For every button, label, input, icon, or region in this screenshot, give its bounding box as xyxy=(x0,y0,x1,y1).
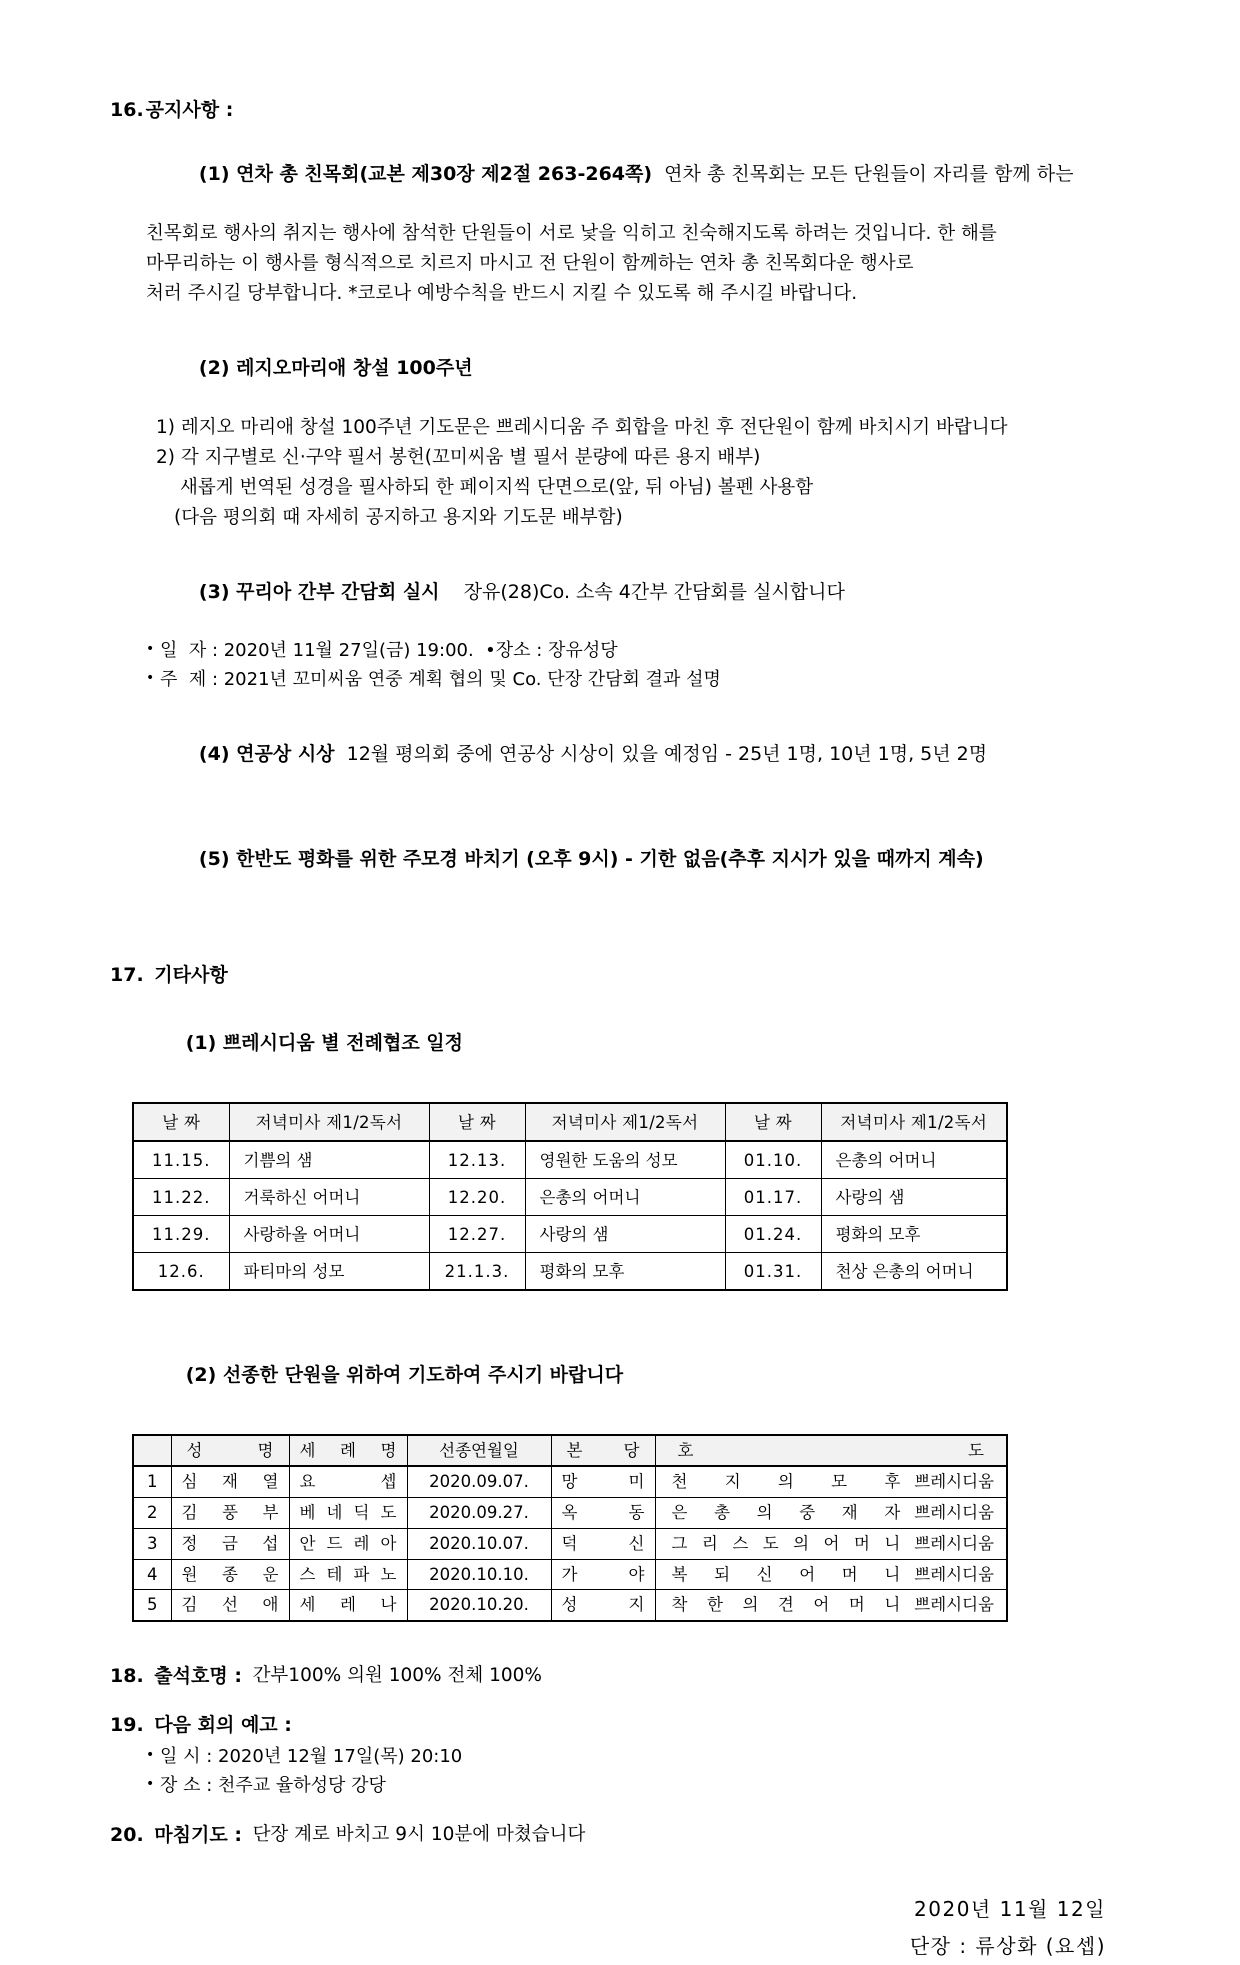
section-attendance-title: 출석호명 : xyxy=(154,1665,242,1688)
deceased-header-presidium xyxy=(655,1435,1007,1467)
notice-item-2-sub-3: 새롭게 번역된 성경을 필사하되 한 페이지씩 단면으로(앞, 뒤 아님) 볼펜 사용함 xyxy=(180,476,814,498)
next-meeting-bullet-2-text: 장 소 : 천주교 율하성당 강당 xyxy=(160,1774,386,1796)
deceased-cell-parish: 가 야 xyxy=(551,1559,655,1590)
notice-item-4 xyxy=(146,711,1120,799)
notice-item-2-heading xyxy=(146,325,1120,413)
footer-date: 2020년 11월 12일 xyxy=(914,1897,1106,1922)
notice-item-1-tail: 연차 총 친목회는 모든 단원들이 자리를 함께 하는 xyxy=(652,162,1074,185)
notice-item-5 xyxy=(146,815,1120,903)
schedule-header-date-1: 날 짜 xyxy=(133,1103,229,1141)
notice-item-5-title: 한반도 평화를 위한 주모경 바치기 (오후 9시) - 기한 없음(추후 지시가 있을 때까지 계속) xyxy=(236,847,984,870)
schedule-cell: 01.24. xyxy=(725,1216,821,1253)
deceased-header-parish-text: 본 당 xyxy=(566,1440,640,1460)
schedule-cell: 사랑의 샘 xyxy=(821,1179,1007,1216)
notice-item-3-bullet-2 xyxy=(146,666,1120,695)
notice-item-1-line-2: 마무리하는 이 행사를 형식적으로 치르지 마시고 전 단원이 함께하는 연차 총 친목회다운 행사로 xyxy=(146,252,914,274)
section-next-meeting xyxy=(110,1711,1120,1801)
deceased-cell-presidium-suffix: 쁘레시디움 xyxy=(914,1595,994,1615)
table-row xyxy=(133,1179,1007,1216)
deceased-cell-baptismal: 안 드 레 아 xyxy=(289,1528,407,1559)
notice-item-2-sub-1: 1) 레지오 마리애 창설 100주년 기도문은 쁘레시디움 주 회합을 마친 후 전단원이 함께 바치시기 바랍니다 xyxy=(156,417,1008,439)
schedule-header-read-2: 저녁미사 제1/2독서 xyxy=(525,1103,725,1141)
deceased-cell-presidium: 은 총 의 중 재 자 쁘레시디움 xyxy=(655,1498,1007,1529)
schedule-cell: 은총의 어머니 xyxy=(821,1141,1007,1179)
section-next-meeting-number: 19. xyxy=(110,1713,144,1736)
notice-item-4-label: (4) xyxy=(198,743,230,766)
deceased-cell-no: 3 xyxy=(133,1528,171,1559)
notice-item-2-sub-2: 2) 각 지구별로 신·구약 필서 봉헌(꼬미씨움 별 필서 분량에 따른 용지 배부) xyxy=(156,447,761,468)
deceased-cell-baptismal: 스 테 파 노 xyxy=(289,1559,407,1590)
deceased-cell-date: 2020.09.07. xyxy=(407,1466,551,1497)
deceased-header-no xyxy=(133,1435,171,1467)
section-notice-title: 공지사항 : xyxy=(145,99,234,121)
deceased-cell-date: 2020.10.20. xyxy=(407,1590,551,1621)
table-row xyxy=(133,1528,1007,1559)
deceased-cell-presidium: 그 리 스 도 의 어 머 니 쁘레시디움 xyxy=(655,1528,1007,1559)
deceased-header-date: 선종연월일 xyxy=(407,1435,551,1467)
bullet-icon xyxy=(146,1748,160,1762)
deceased-cell-presidium: 천 지 의 모 후 쁘레시디움 xyxy=(655,1466,1007,1497)
deceased-cell-presidium-suffix: 쁘레시디움 xyxy=(914,1472,994,1492)
deceased-cell-no: 5 xyxy=(133,1590,171,1621)
bullet-icon xyxy=(146,671,160,685)
schedule-header-date-3: 날 짜 xyxy=(725,1103,821,1141)
notice-item-1-title: 연차 총 친목회(교본 제30장 제2절 263-264쪽) xyxy=(236,162,653,185)
schedule-cell: 기쁨의 샘 xyxy=(229,1141,429,1179)
others-sub2-title: 선종한 단원을 위하여 기도하여 주시기 바랍니다 xyxy=(222,1363,624,1386)
section-others-number: 17. xyxy=(110,964,144,987)
section-closing-prayer-heading xyxy=(110,1821,1120,1850)
notice-item-3-bullet-1-text: 일 자 : 2020년 11월 27일(금) 19:00. •장소 : 장유성당 xyxy=(160,640,618,662)
section-closing-prayer-value: 단장 계로 바치고 9시 10분에 마쳤습니다 xyxy=(252,1823,586,1845)
deceased-header-baptismal xyxy=(289,1435,407,1467)
schedule-cell: 11.15. xyxy=(133,1141,229,1179)
section-others xyxy=(110,961,1120,1622)
section-notice xyxy=(110,96,1120,903)
schedule-cell: 영원한 도움의 성모 xyxy=(525,1141,725,1179)
deceased-header-name-text: 성 명 xyxy=(186,1440,274,1460)
schedule-cell: 11.22. xyxy=(133,1179,229,1216)
schedule-cell: 11.29. xyxy=(133,1216,229,1253)
schedule-cell: 평화의 모후 xyxy=(821,1216,1007,1253)
deceased-table-header-row xyxy=(133,1435,1007,1467)
deceased-header-baptismal-text: 세 례 명 xyxy=(299,1440,397,1460)
schedule-header-read-3: 저녁미사 제1/2독서 xyxy=(821,1103,1007,1141)
others-sub2-heading xyxy=(146,1331,1120,1419)
table-row xyxy=(133,1466,1007,1497)
notice-item-3-heading xyxy=(146,549,1120,637)
notice-item-2 xyxy=(146,325,1120,533)
notice-item-1-line-1: 친목회로 행사의 취지는 행사에 참석한 단원들이 서로 낯을 익히고 친숙해지도록 하려는 것입니다. 한 해를 xyxy=(146,222,997,244)
deceased-cell-name: 심 재 열 xyxy=(171,1466,289,1497)
deceased-cell-date: 2020.10.07. xyxy=(407,1528,551,1559)
notice-item-4-heading xyxy=(146,711,1120,799)
notice-item-3 xyxy=(146,549,1120,695)
deceased-cell-date: 2020.09.27. xyxy=(407,1498,551,1529)
table-row xyxy=(133,1141,1007,1179)
deceased-header-presidium-text: 호 도 xyxy=(677,1440,984,1460)
schedule-cell: 은총의 어머니 xyxy=(525,1179,725,1216)
table-row xyxy=(133,1253,1007,1291)
section-notice-number: 16. xyxy=(110,99,144,121)
schedule-cell: 12.20. xyxy=(429,1179,525,1216)
section-notice-heading xyxy=(110,96,1120,125)
next-meeting-bullet-1-text: 일 시 : 2020년 12월 17일(목) 20:10 xyxy=(160,1746,463,1768)
section-others-heading xyxy=(110,961,1120,990)
schedule-header-date-2: 날 짜 xyxy=(429,1103,525,1141)
deceased-cell-name: 김 선 애 xyxy=(171,1590,289,1621)
deceased-header-name xyxy=(171,1435,289,1467)
notice-item-2-label: (2) xyxy=(198,357,230,380)
others-sub2-label: (2) xyxy=(185,1363,217,1386)
deceased-cell-parish: 옥 동 xyxy=(551,1498,655,1529)
schedule-cell: 평화의 모후 xyxy=(525,1253,725,1291)
notice-item-3-bullet-1 xyxy=(146,637,1120,666)
section-attendance-value: 간부100% 의원 100% 전체 100% xyxy=(252,1665,542,1687)
schedule-cell: 천상 은총의 어머니 xyxy=(821,1253,1007,1291)
document-footer xyxy=(110,1891,1120,1965)
deceased-cell-parish: 망 미 xyxy=(551,1466,655,1497)
others-sub1-label: (1) xyxy=(185,1032,217,1055)
notice-item-5-label: (5) xyxy=(198,847,230,870)
notice-item-2-sub-4: (다음 평의회 때 자세히 공지하고 용지와 기도문 배부함) xyxy=(174,506,623,528)
notice-item-3-tail: 장유(28)Co. 소속 4간부 간담회를 실시합니다 xyxy=(439,581,845,604)
deceased-members-table xyxy=(132,1434,1008,1623)
notice-item-3-title: 꾸리아 간부 간담회 실시 xyxy=(236,581,440,604)
deceased-cell-presidium-suffix: 쁘레시디움 xyxy=(914,1503,994,1523)
schedule-table-header-row xyxy=(133,1103,1007,1141)
others-sub1-heading xyxy=(146,1000,1120,1088)
next-meeting-bullet-2 xyxy=(146,1772,1120,1801)
section-next-meeting-heading xyxy=(110,1711,1120,1740)
footer-signature: 단장 : 류상화 (요셉) xyxy=(909,1934,1106,1959)
schedule-cell: 12.27. xyxy=(429,1216,525,1253)
notice-item-5-heading xyxy=(146,815,1120,903)
deceased-cell-presidium: 복 되 신 어 머 니 쁘레시디움 xyxy=(655,1559,1007,1590)
deceased-cell-presidium: 착 한 의 견 어 머 니 쁘레시디움 xyxy=(655,1590,1007,1621)
next-meeting-bullet-1 xyxy=(146,1743,1120,1772)
deceased-cell-parish: 덕 신 xyxy=(551,1528,655,1559)
deceased-cell-baptismal: 요 셉 xyxy=(289,1466,407,1497)
deceased-cell-parish: 성 지 xyxy=(551,1590,655,1621)
notice-item-2-title: 레지오마리애 창설 100주년 xyxy=(236,357,473,380)
schedule-cell: 12.6. xyxy=(133,1253,229,1291)
deceased-cell-baptismal: 세 레 나 xyxy=(289,1590,407,1621)
notice-item-3-bullet-2-text: 주 제 : 2021년 꼬미씨움 연중 계획 협의 및 Co. 단장 간담회 결과 설명 xyxy=(160,669,721,691)
section-attendance-heading xyxy=(110,1662,1120,1691)
deceased-cell-name: 원 종 운 xyxy=(171,1559,289,1590)
deceased-cell-date: 2020.10.10. xyxy=(407,1559,551,1590)
schedule-cell: 파티마의 성모 xyxy=(229,1253,429,1291)
section-attendance-number: 18. xyxy=(110,1665,144,1688)
section-next-meeting-title: 다음 회의 예고 : xyxy=(154,1713,292,1736)
deceased-cell-no: 4 xyxy=(133,1559,171,1590)
schedule-cell: 사랑의 샘 xyxy=(525,1216,725,1253)
section-closing-prayer-number: 20. xyxy=(110,1823,144,1846)
notice-item-3-label: (3) xyxy=(198,581,230,604)
table-row xyxy=(133,1216,1007,1253)
deceased-cell-no: 2 xyxy=(133,1498,171,1529)
bullet-icon xyxy=(146,1777,160,1791)
section-others-title: 기타사항 xyxy=(154,964,228,987)
schedule-table xyxy=(132,1102,1008,1291)
section-attendance xyxy=(110,1662,1120,1691)
schedule-cell: 01.10. xyxy=(725,1141,821,1179)
section-closing-prayer-title: 마침기도 : xyxy=(154,1823,242,1846)
deceased-cell-baptismal: 베 네 딕 도 xyxy=(289,1498,407,1529)
schedule-cell: 거룩하신 어머니 xyxy=(229,1179,429,1216)
schedule-header-read-1: 저녁미사 제1/2독서 xyxy=(229,1103,429,1141)
notice-item-1 xyxy=(146,131,1120,309)
others-sub1-title: 쁘레시디움 별 전례협조 일정 xyxy=(222,1032,464,1055)
schedule-cell: 21.1.3. xyxy=(429,1253,525,1291)
table-row xyxy=(133,1498,1007,1529)
deceased-cell-name: 김 풍 부 xyxy=(171,1498,289,1529)
schedule-cell: 사랑하올 어머니 xyxy=(229,1216,429,1253)
schedule-cell: 12.13. xyxy=(429,1141,525,1179)
deceased-header-parish xyxy=(551,1435,655,1467)
deceased-cell-name: 정 금 섭 xyxy=(171,1528,289,1559)
schedule-cell: 01.31. xyxy=(725,1253,821,1291)
notice-item-4-title: 연공상 시상 xyxy=(236,743,335,766)
table-row xyxy=(133,1590,1007,1621)
deceased-cell-no: 1 xyxy=(133,1466,171,1497)
bullet-icon xyxy=(146,642,160,656)
notice-item-1-label: (1) xyxy=(198,162,230,185)
notice-item-1-heading xyxy=(146,131,1120,219)
section-closing-prayer xyxy=(110,1821,1120,1850)
notice-item-1-line-3: 처러 주시길 당부합니다. *코로나 예방수칙을 반드시 지킬 수 있도록 해 주시길 바랍니다. xyxy=(146,282,858,304)
table-row xyxy=(133,1559,1007,1590)
notice-item-4-tail: 12월 평의회 중에 연공상 시상이 있을 예정임 - 25년 1명, 10년 1명, 5년 2명 xyxy=(334,743,988,766)
deceased-cell-presidium-suffix: 쁘레시디움 xyxy=(914,1564,994,1584)
deceased-cell-presidium-suffix: 쁘레시디움 xyxy=(914,1533,994,1553)
schedule-cell: 01.17. xyxy=(725,1179,821,1216)
